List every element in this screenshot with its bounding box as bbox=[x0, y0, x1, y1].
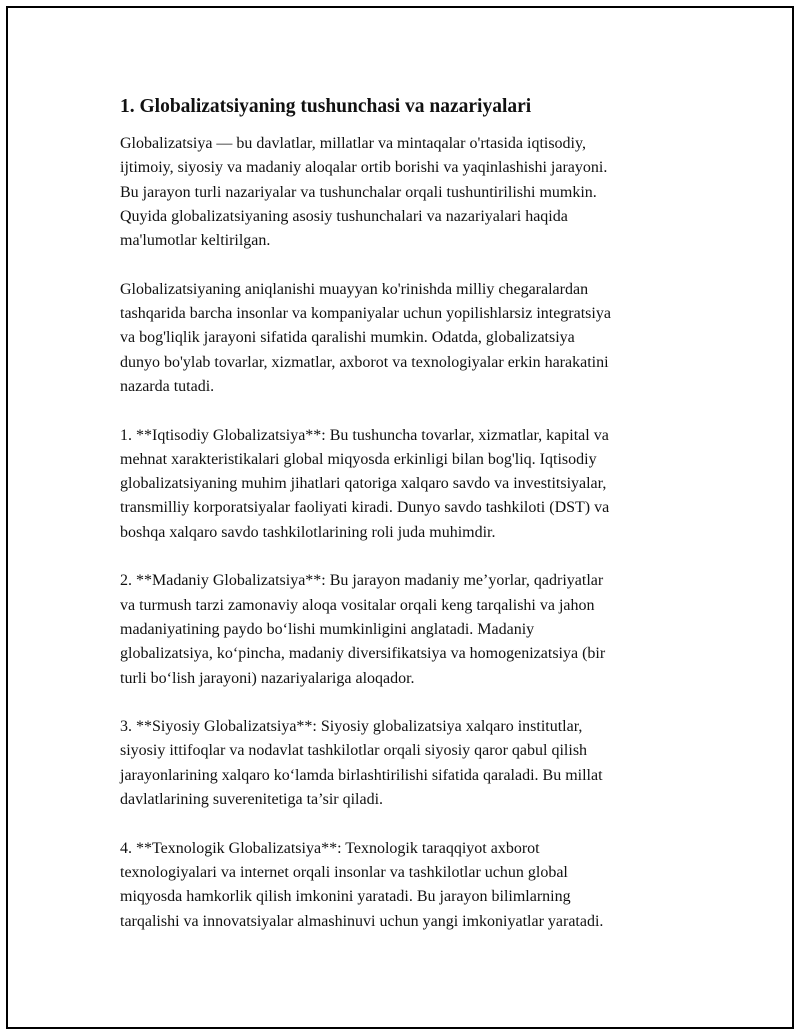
technological-globalization-paragraph: 4. **Texnologik Globalizatsiya**: Texnologik taraqqiyot axborot texnologiyalari va internet orqali insonlar va tashkilotlar uchun global miqyosda hamkorlik qilish imkonini yaratadi. Bu jarayon bilimlarning tarqalishi va innovatsiyalar almashinuvi uchun yangi imkoniyatlar yaratadi. bbox=[120, 839, 604, 930]
section-heading: 1. Globalizatsiyaning tushunchasi va nazariyalari bbox=[120, 96, 532, 117]
political-globalization-paragraph: 3. **Siyosiy Globalizatsiya**: Siyosiy globalizatsiya xalqaro institutlar, siyosiy ittifoqlar va nodavlat tashkilotlar orqali siyosiy qaror qabul qilish jarayonlarining xalqaro ko‘lamda birlashtirilishi sifatida qaraladi. Bu millat davlatlarining suverenitetiga ta’sir qiladi. bbox=[120, 718, 603, 809]
economic-globalization-paragraph: 1. **Iqtisodiy Globalizatsiya**: Bu tushuncha tovarlar, xizmatlar, kapital va mehnat xarakteristikalari global miqyosda erkinligi bilan bog'liq. Iqtisodiy globalizatsiyaning muhim jihatlari qatoriga xalqaro savdo va investitsiyalar, transmilliy korporatsiyalar faoliyati kiradi. Dunyo savdo tashkiloti (DST) va boshqa xalqaro savdo tashkilotlarining roli juda muhimdir. bbox=[120, 426, 610, 541]
definition-paragraph: Globalizatsiyaning aniqlanishi muayyan ko'rinishda milliy chegaralardan tashqarida barcha insonlar va kompaniyalar uchun yopilishlarsiz integratsiya va bog'liqlik jarayoni sifatida qaralishi mumkin. Odatda, globalizatsiya dunyo bo'ylab tovarlar, xizmatlar, axborot va texnologiyalar erkin harakatini nazarda tutadi. bbox=[120, 280, 611, 395]
intro-paragraph: Globalizatsiya — bu davlatlar, millatlar va mintaqalar o'rtasida iqtisodiy, ijtimoiy, siyosiy va madaniy aloqalar ortib borishi va yaqinlashishi jarayoni. Bu jarayon turli nazariyalar va tushunchalar orqali tushuntirilishi mumkin. Quyida globalizatsiyaning asosiy tushunchalari va nazariyalari haqida ma'lumotlar keltirilgan. bbox=[120, 135, 608, 250]
document-page bbox=[6, 6, 794, 1029]
document-content bbox=[120, 94, 690, 958]
cultural-globalization-paragraph: 2. **Madaniy Globalizatsiya**: Bu jarayon madaniy me’yorlar, qadriyatlar va turmush tarzi zamonaviy aloqa vositalar orqali keng tarqalishi va jahon madaniyatining paydo bo‘lishi mumkinligini anglatadi. Madaniy globalizatsiya, ko‘pincha, madaniy diversifikatsiya va homogenizatsiya (bir turli bo‘lish jarayoni) nazariyalariga aloqador. bbox=[120, 572, 606, 687]
